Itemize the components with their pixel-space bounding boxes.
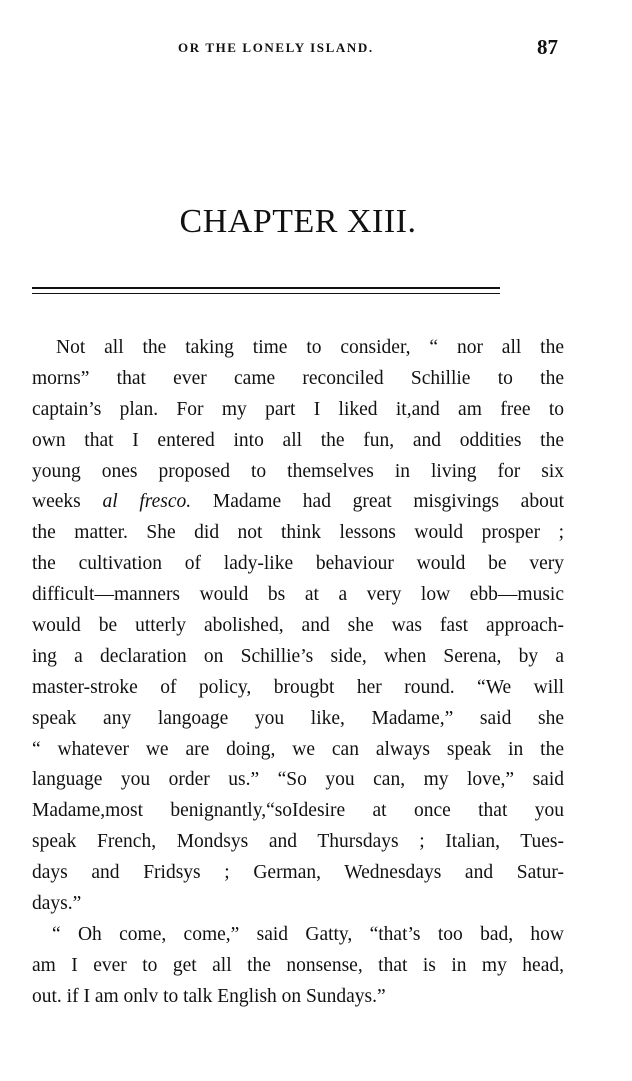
text-line: own that I entered into all the fun, and oddities the [32, 429, 564, 451]
text-line: Madame,most benignantly,“soIdesire at once that you [32, 800, 564, 822]
text-line: the cultivation of lady-like behaviour would be very [32, 553, 564, 575]
line-prefix: weeks [32, 491, 81, 513]
text-line: language you order us.” “So you can, my love,” said [32, 769, 564, 791]
chapter-rule-bottom [32, 293, 500, 294]
text-line: morns” that ever came reconciled Schillie to the [32, 367, 564, 389]
chapter-rule-top [32, 287, 500, 289]
text-line: master-stroke of policy, brougbt her round. “We will [32, 676, 564, 698]
text-line: days and Fridsys ; German, Wednesdays and Satur- [32, 862, 564, 884]
text-line: Not all the taking time to consider, “ nor all the [56, 337, 564, 358]
text-line: “ Oh come, come,” said Gatty, “that’s too bad, how [52, 923, 564, 945]
text-line: difficult—manners would bs at a very low ebb—music [32, 584, 564, 606]
chapter-title: CHAPTER XIII. [179, 203, 417, 240]
text-line: young ones proposed to themselves in living for six [32, 460, 564, 482]
text-line: out. if I am onlv to talk English on Sundays.” [32, 985, 386, 1007]
text-line: ing a declaration on Schillie’s side, when Serena, by a [32, 645, 564, 667]
text-line: would be utterly abolished, and she was fast approach- [32, 615, 564, 637]
running-head: OR THE LONELY ISLAND. [178, 40, 374, 55]
text-line: “ whatever we are doing, we can always speak in the [32, 738, 564, 760]
body-text [32, 333, 564, 1013]
text-line: captain’s plan. For my part I liked it,and am free to [32, 398, 564, 420]
text-line: the matter. She did not think lessons would prosper ; [32, 522, 564, 544]
text-line: speak French, Mondsys and Thursdays ; Italian, Tues- [32, 831, 564, 853]
text-line: speak any langoage you like, Madame,” said she [32, 707, 564, 729]
text-line: days.” [32, 893, 82, 915]
text-line: am I ever to get all the nonsense, that is in my head, [32, 954, 564, 976]
text-line-with-italic [32, 487, 564, 518]
line-suffix: Madame had great misgivings about [212, 491, 565, 513]
italic-phrase: al fresco. [102, 491, 192, 513]
page-number: 87 [537, 35, 558, 59]
